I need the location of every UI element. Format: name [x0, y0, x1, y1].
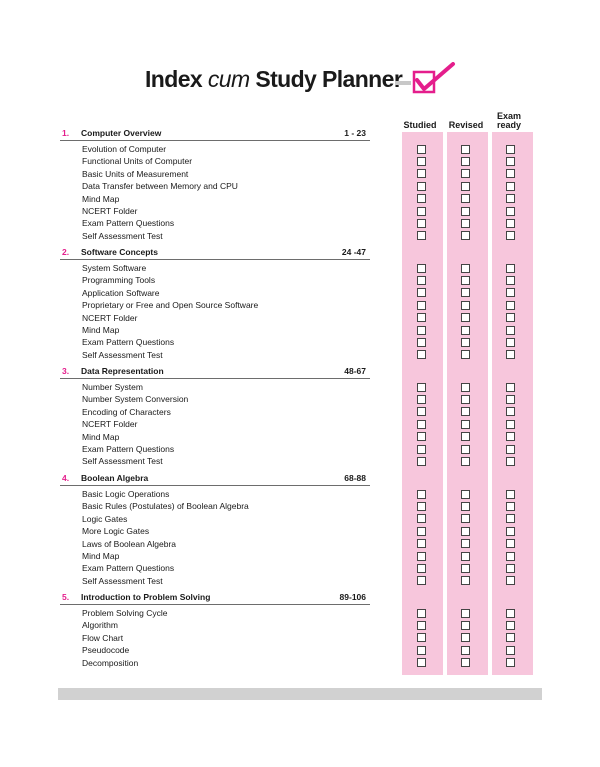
- exam-ready-checkbox[interactable]: [506, 350, 515, 359]
- topic-item: Self Assessment Test: [82, 575, 163, 586]
- revised-checkbox[interactable]: [461, 157, 470, 166]
- revised-checkbox[interactable]: [461, 514, 470, 523]
- revised-checkbox[interactable]: [461, 313, 470, 322]
- section-pages: 24 -47: [341, 247, 366, 257]
- studied-checkbox[interactable]: [417, 145, 426, 154]
- studied-checkbox[interactable]: [417, 207, 426, 216]
- revised-checkbox[interactable]: [461, 658, 470, 667]
- topic-item: NCERT Folder: [82, 419, 138, 430]
- title-rest: Study Planner: [255, 66, 403, 92]
- exam-ready-checkbox[interactable]: [506, 169, 515, 178]
- section-pages: 68-88: [344, 473, 366, 483]
- section-header: [60, 591, 370, 605]
- section-pages: 1 - 23: [344, 128, 366, 138]
- exam-ready-checkbox[interactable]: [506, 502, 515, 511]
- topic-item: Mind Map: [82, 193, 120, 204]
- studied-checkbox[interactable]: [417, 420, 426, 429]
- topic-item: Mind Map: [82, 325, 120, 335]
- revised-checkbox[interactable]: [461, 457, 470, 466]
- section-header: [60, 472, 370, 486]
- footer-bar: [58, 688, 542, 700]
- column-header-studied: Studied: [403, 120, 437, 130]
- revised-checkbox[interactable]: [461, 231, 470, 240]
- studied-checkbox[interactable]: [417, 658, 426, 667]
- section-header: [60, 127, 370, 141]
- column-header-revised: Revised: [448, 120, 484, 130]
- topic-item: Exam Pattern Questions: [82, 337, 175, 348]
- revised-checkbox[interactable]: [461, 552, 470, 561]
- exam-ready-checkbox[interactable]: [506, 445, 515, 454]
- studied-checkbox[interactable]: [417, 609, 426, 618]
- revised-checkbox[interactable]: [461, 194, 470, 203]
- revised-checkbox[interactable]: [461, 420, 470, 429]
- studied-checkbox[interactable]: [417, 633, 426, 642]
- exam-ready-checkbox[interactable]: [506, 432, 515, 441]
- revised-checkbox[interactable]: [461, 338, 470, 347]
- exam-ready-checkbox[interactable]: [506, 564, 515, 573]
- studied-checkbox[interactable]: [417, 194, 426, 203]
- exam-ready-checkbox[interactable]: [506, 219, 515, 228]
- section-title: Boolean Algebra: [81, 473, 149, 483]
- revised-checkbox[interactable]: [461, 576, 470, 585]
- topic-item: Number System: [82, 382, 143, 392]
- studied-checkbox[interactable]: [417, 301, 426, 310]
- revised-checkbox[interactable]: [461, 527, 470, 536]
- revised-checkbox[interactable]: [461, 407, 470, 416]
- revised-checkbox[interactable]: [461, 539, 470, 548]
- exam-ready-checkbox[interactable]: [506, 621, 515, 630]
- revised-checkbox[interactable]: [461, 350, 470, 359]
- studied-checkbox[interactable]: [417, 621, 426, 630]
- section-title: Introduction to Problem Solving: [81, 592, 211, 602]
- topic-item: Evolution of Computer: [82, 144, 167, 154]
- exam-ready-checkbox[interactable]: [506, 157, 515, 166]
- studied-checkbox[interactable]: [417, 646, 426, 655]
- revised-checkbox[interactable]: [461, 383, 470, 392]
- topic-item: Programming Tools: [82, 275, 156, 286]
- topic-item: Algorithm: [82, 620, 118, 631]
- revised-checkbox[interactable]: [461, 646, 470, 655]
- topic-item: Self Assessment Test: [82, 230, 163, 241]
- exam-ready-checkbox[interactable]: [506, 576, 515, 585]
- exam-ready-checkbox[interactable]: [506, 633, 515, 642]
- exam-ready-checkbox[interactable]: [506, 231, 515, 240]
- exam-ready-checkbox[interactable]: [506, 264, 515, 273]
- revised-checkbox[interactable]: [461, 301, 470, 310]
- exam-ready-checkbox[interactable]: [506, 182, 515, 191]
- exam-ready-checkbox[interactable]: [506, 514, 515, 523]
- studied-checkbox[interactable]: [417, 395, 426, 404]
- topic-item: Problem Solving Cycle: [82, 608, 168, 618]
- studied-checkbox[interactable]: [417, 445, 426, 454]
- topic-item: Laws of Boolean Algebra: [82, 538, 177, 549]
- revised-checkbox[interactable]: [461, 564, 470, 573]
- studied-checkbox[interactable]: [417, 527, 426, 536]
- title-main: Index: [145, 66, 203, 92]
- studied-checkbox[interactable]: [417, 576, 426, 585]
- studied-checkbox[interactable]: [417, 288, 426, 297]
- studied-checkbox[interactable]: [417, 350, 426, 359]
- topic-item: Basic Rules (Postulates) of Boolean Algebra: [82, 501, 249, 512]
- studied-checkbox[interactable]: [417, 231, 426, 240]
- section-header: [60, 246, 370, 260]
- section-number: 5.: [62, 592, 70, 602]
- studied-checkbox[interactable]: [417, 407, 426, 416]
- topic-item: Mind Map: [82, 431, 120, 442]
- exam-ready-checkbox[interactable]: [506, 457, 515, 466]
- exam-ready-checkbox[interactable]: [506, 383, 515, 392]
- topic-item: Decomposition: [82, 657, 139, 668]
- exam-ready-checkbox[interactable]: [506, 276, 515, 285]
- revised-checkbox[interactable]: [461, 621, 470, 630]
- exam-ready-checkbox[interactable]: [506, 539, 515, 548]
- topic-item: Proprietary or Free and Open Source Software: [82, 300, 259, 311]
- topic-item: Number System Conversion: [82, 394, 189, 405]
- revised-checkbox[interactable]: [461, 395, 470, 404]
- topic-item: Application Software: [82, 287, 160, 298]
- column-header-exam-ready: Exam ready: [496, 111, 522, 130]
- exam-ready-checkbox[interactable]: [506, 407, 515, 416]
- checkmark-icon: [395, 62, 457, 98]
- revised-checkbox[interactable]: [461, 207, 470, 216]
- section-header: [60, 365, 370, 379]
- exam-ready-checkbox[interactable]: [506, 658, 515, 667]
- revised-checkbox[interactable]: [461, 288, 470, 297]
- revised-checkbox[interactable]: [461, 169, 470, 178]
- studied-checkbox[interactable]: [417, 264, 426, 273]
- revised-checkbox[interactable]: [461, 609, 470, 618]
- topic-item: System Software: [82, 263, 147, 273]
- topic-item: More Logic Gates: [82, 526, 150, 537]
- studied-checkbox[interactable]: [417, 564, 426, 573]
- topic-item: Basic Units of Measurement: [82, 168, 189, 179]
- studied-checkbox[interactable]: [417, 539, 426, 548]
- exam-ready-checkbox[interactable]: [506, 338, 515, 347]
- studied-checkbox[interactable]: [417, 313, 426, 322]
- studied-checkbox[interactable]: [417, 432, 426, 441]
- title-italic: cum: [207, 66, 250, 92]
- revised-checkbox[interactable]: [461, 633, 470, 642]
- studied-checkbox[interactable]: [417, 276, 426, 285]
- section-title: Data Representation: [81, 366, 164, 376]
- revised-checkbox[interactable]: [461, 445, 470, 454]
- studied-checkbox[interactable]: [417, 338, 426, 347]
- topic-item: Basic Logic Operations: [82, 489, 170, 499]
- exam-ready-checkbox[interactable]: [506, 194, 515, 203]
- topic-item: Encoding of Characters: [82, 406, 171, 417]
- studied-checkbox[interactable]: [417, 514, 426, 523]
- revised-checkbox[interactable]: [461, 182, 470, 191]
- studied-checkbox[interactable]: [417, 182, 426, 191]
- topic-item: Exam Pattern Questions: [82, 563, 175, 574]
- topic-item: Self Assessment Test: [82, 456, 163, 467]
- studied-checkbox[interactable]: [417, 157, 426, 166]
- exam-ready-checkbox[interactable]: [506, 552, 515, 561]
- topic-item: Mind Map: [82, 551, 120, 561]
- exam-ready-checkbox[interactable]: [506, 313, 515, 322]
- topic-item: NCERT Folder: [82, 312, 138, 323]
- exam-ready-checkbox[interactable]: [506, 420, 515, 429]
- revised-checkbox[interactable]: [461, 490, 470, 499]
- studied-checkbox[interactable]: [417, 169, 426, 178]
- topic-item: Logic Gates: [82, 513, 128, 524]
- exam-ready-checkbox[interactable]: [506, 646, 515, 655]
- studied-checkbox[interactable]: [417, 383, 426, 392]
- section-title: Software Concepts: [81, 247, 158, 257]
- topic-item: Self Assessment Test: [82, 349, 163, 360]
- revised-checkbox[interactable]: [461, 326, 470, 335]
- topic-item: Functional Units of Computer: [82, 156, 193, 167]
- exam-ready-checkbox[interactable]: [506, 395, 515, 404]
- exam-ready-checkbox[interactable]: [506, 527, 515, 536]
- section-number: 4.: [62, 473, 70, 483]
- studied-checkbox[interactable]: [417, 326, 426, 335]
- exam-ready-checkbox[interactable]: [506, 288, 515, 297]
- section-title: Computer Overview: [81, 128, 162, 138]
- exam-ready-checkbox[interactable]: [506, 326, 515, 335]
- section-pages: 89-106: [339, 592, 366, 602]
- section-pages: 48-67: [344, 366, 366, 376]
- exam-ready-checkbox[interactable]: [506, 490, 515, 499]
- exam-ready-checkbox[interactable]: [506, 609, 515, 618]
- revised-checkbox[interactable]: [461, 145, 470, 154]
- exam-ready-checkbox[interactable]: [506, 207, 515, 216]
- page-title-area: [0, 62, 600, 102]
- revised-checkbox[interactable]: [461, 219, 470, 228]
- studied-checkbox[interactable]: [417, 490, 426, 499]
- studied-checkbox[interactable]: [417, 552, 426, 561]
- studied-checkbox[interactable]: [417, 457, 426, 466]
- topic-item: NCERT Folder: [82, 206, 138, 216]
- exam-ready-checkbox[interactable]: [506, 301, 515, 310]
- revised-checkbox[interactable]: [461, 432, 470, 441]
- section-number: 3.: [62, 366, 70, 376]
- studied-checkbox[interactable]: [417, 219, 426, 228]
- revised-checkbox[interactable]: [461, 276, 470, 285]
- revised-checkbox[interactable]: [461, 502, 470, 511]
- exam-ready-checkbox[interactable]: [506, 145, 515, 154]
- topic-item: Data Transfer between Memory and CPU: [82, 181, 238, 192]
- topic-item: Exam Pattern Questions: [82, 444, 175, 454]
- revised-checkbox[interactable]: [461, 264, 470, 273]
- page-title: [145, 66, 402, 93]
- section-number: 2.: [62, 247, 70, 257]
- studied-checkbox[interactable]: [417, 502, 426, 511]
- section-number: 1.: [62, 128, 70, 138]
- topic-item: Exam Pattern Questions: [82, 218, 175, 229]
- topic-item: Flow Chart: [82, 632, 124, 643]
- topic-item: Pseudocode: [82, 645, 130, 656]
